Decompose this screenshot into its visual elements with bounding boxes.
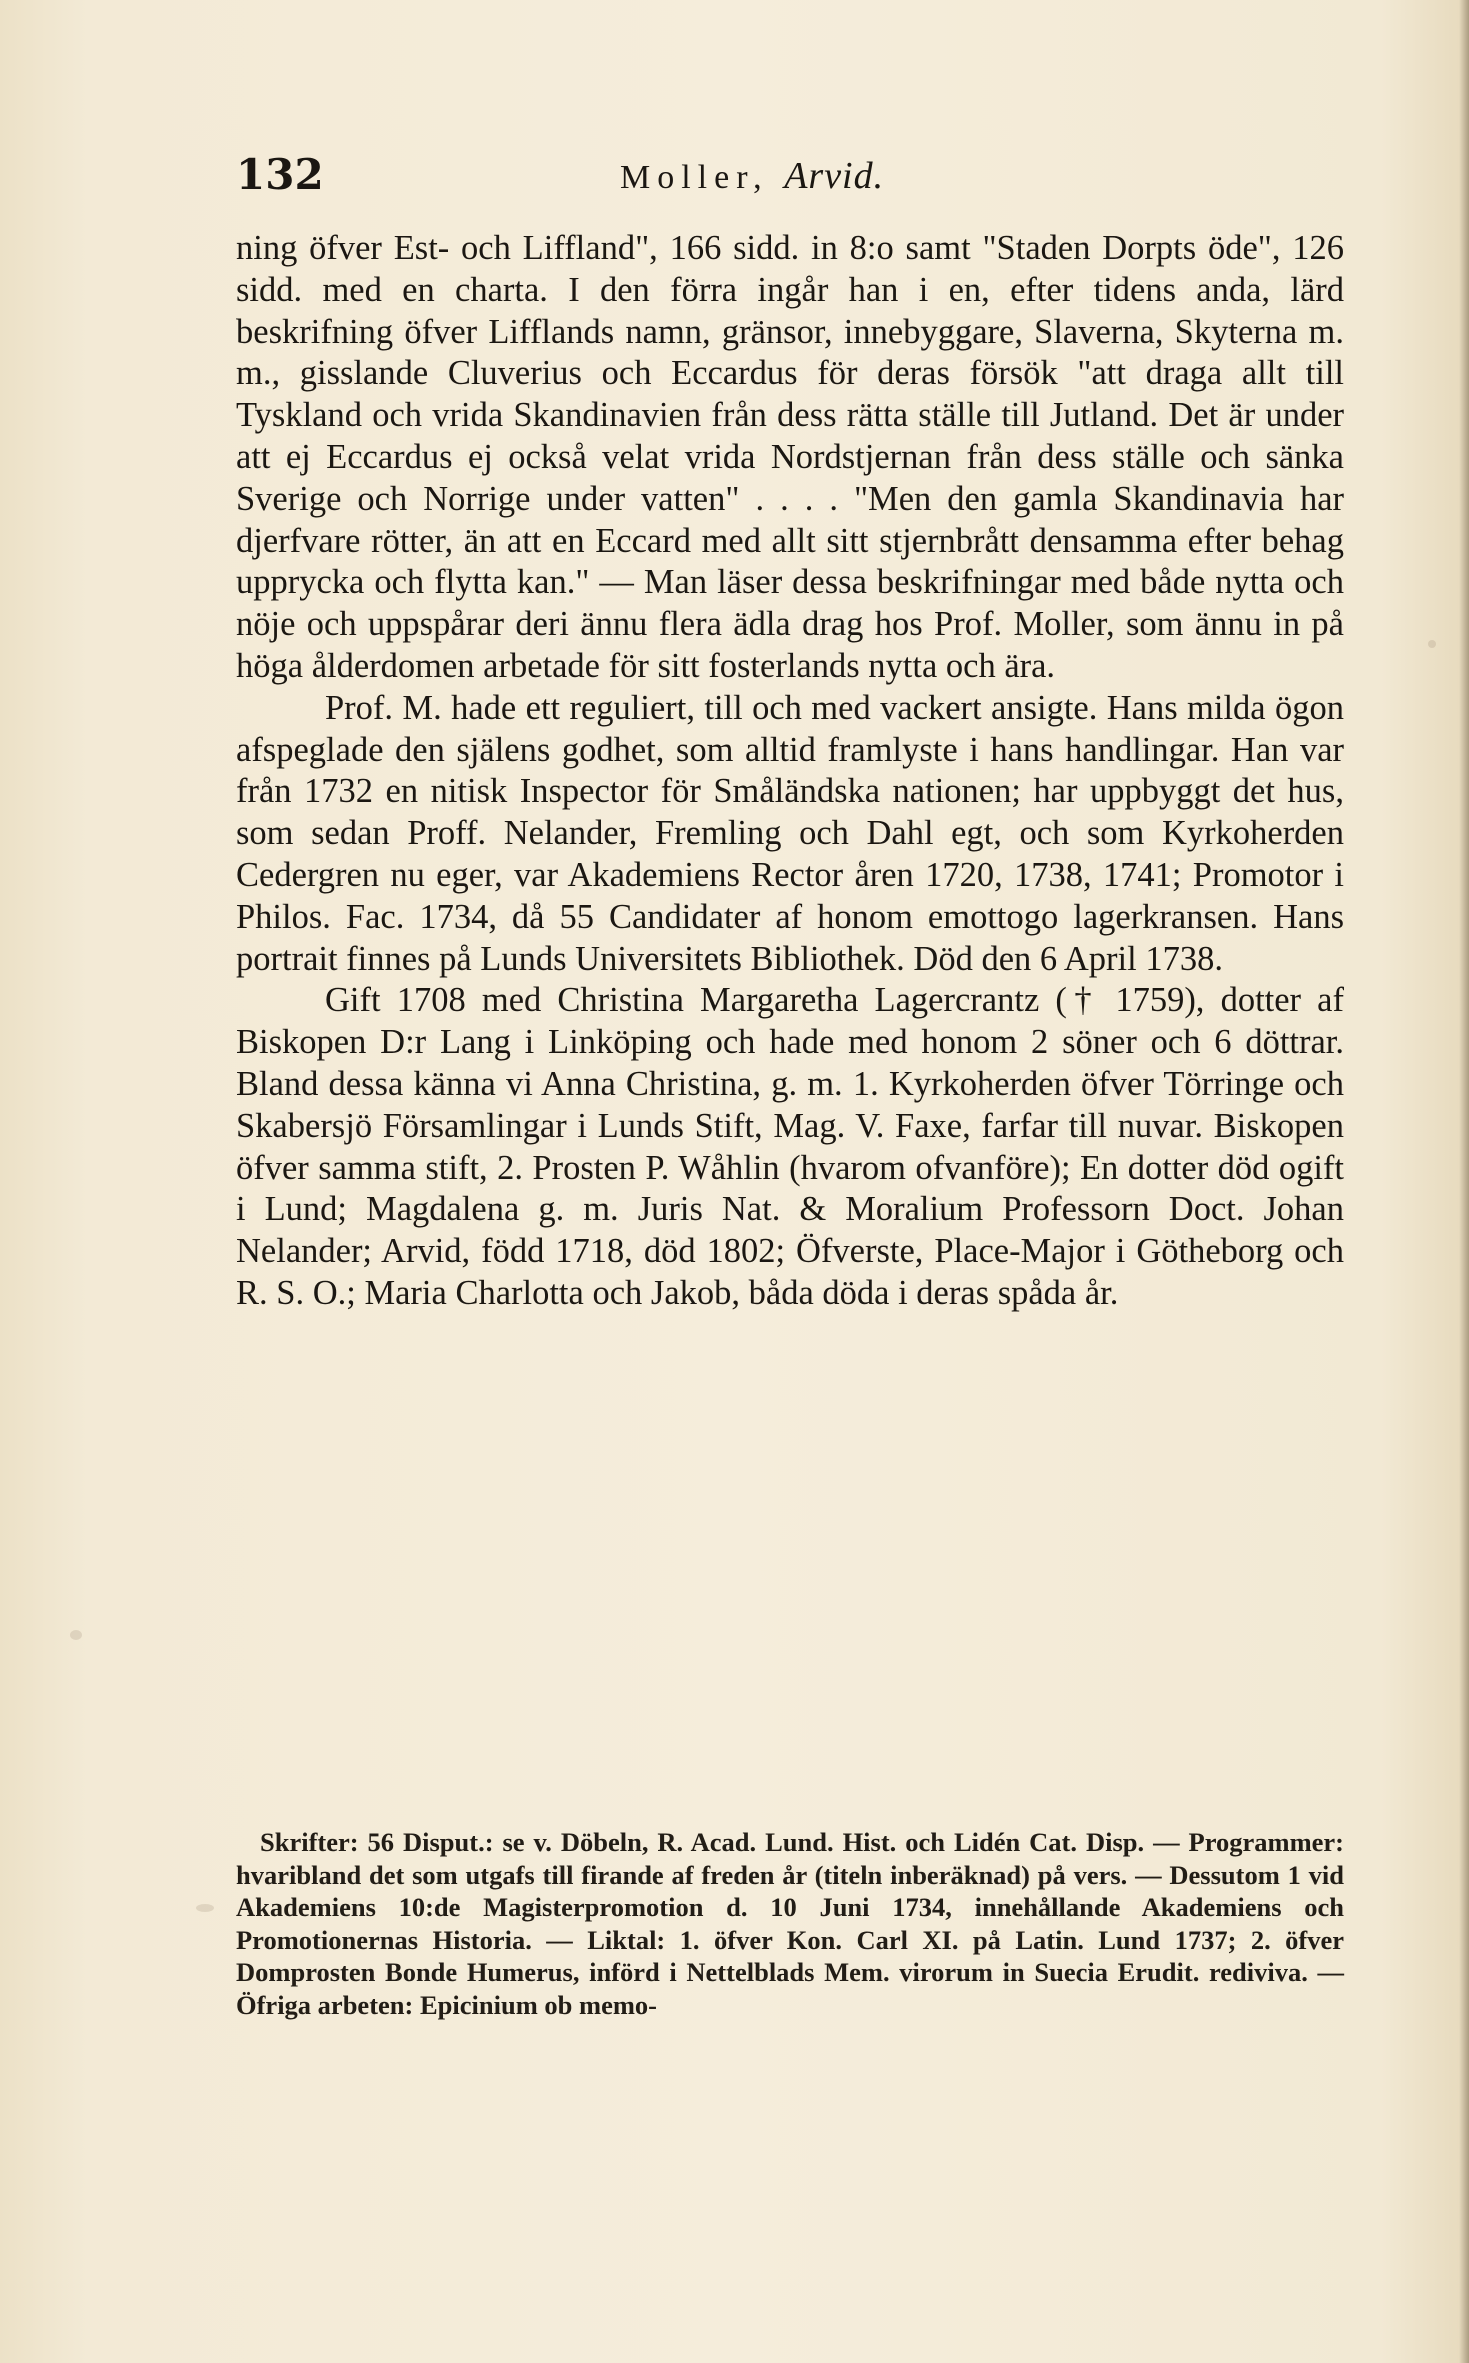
- running-head-surname: Moller,: [620, 159, 769, 196]
- running-head-forename: Arvid.: [784, 155, 885, 197]
- paragraph-1: ning öfver Est- och Liffland", 166 sidd. in 8:o samt "Staden Dorpts öde", 126 sidd. med en charta. I den förra ingår han i en, efter tidens anda, lärd beskrifning öfver Lifflands namn, gränsor, innebyggare, Slaverna, Skyterna m. m., gisslande Cluverius och Eccardus för deras försök "att draga allt till Tyskland och vrida Skandinavien från dess rätta ställe till Jutland. Det är under att ej Eccardus ej också velat vrida Nordstjernan från dess ställe och sänka Sverige och Norrige under vatten" . . . . "Men den gamla Skandinavia har djerfvare rötter, än att en Eccard med allt sitt stjernbrått densamma efter behag upprycka och flytta kan." — Man läser dessa beskrifningar med både nytta och nöje och uppspårar deri ännu flera ädla drag hos Prof. Moller, som ännu in på höga ålderdomen arbetade för sitt fosterlands nytta och ära.: [236, 229, 1344, 685]
- paragraph-3: Gift 1708 med Christina Margaretha Lagercrantz († 1759), dotter af Biskopen D:r Lang i Linköping och hade med honom 2 söner och 6 döttrar. Bland dessa känna vi Anna Christina, g. m. 1. Kyrkoherden öfver Törringe och Skabersjö Församlingar i Lunds Stift, Mag. V. Faxe, farfar till nuvar. Biskopen öfver samma stift, 2. Prosten P. Wåhlin (hvarom ofvanföre); En dotter död ogift i Lund; Magdalena g. m. Juris Nat. & Moralium Professorn Doct. Johan Nelander; Arvid, född 1718, död 1802; Öfverste, Place-Major i Götheborg och R. S. O.; Maria Charlotta och Jakob, båda döda i deras spåda år.: [236, 981, 1344, 1312]
- paper-spot: [1428, 640, 1436, 648]
- paper-spot: [196, 1904, 214, 1912]
- footnote-text: Skrifter: 56 Disput.: se v. Döbeln, R. Acad. Lund. Hist. och Lidén Cat. Disp. — Programmer: hvaribland det som utgafs till firande af freden år (titeln inberäknad) på vers. — Dessutom 1 vid Akademiens 10:de Magisterpromotion d. 10 Juni 1734, innehållande Akademiens och Promotionernas Historia. — Liktal: 1. öfver Kon. Carl XI. på Latin. Lund 1737; 2. öfver Domprosten Bonde Humerus, införd i Nettelblads Mem. virorum in Suecia Erudit. rediviva. — Öfriga arbeten: Epicinium ob memo-: [236, 1827, 1344, 2020]
- paragraph-2: Prof. M. hade ett reguliert, till och med vackert ansigte. Hans milda ögon afspeglade den själens godhet, som alltid framlyste i hans handlingar. Han var från 1732 en nitisk Inspector för Småländska nationen; har uppbyggt det hus, som sedan Proff. Nelander, Fremling och Dahl egt, och som Kyrkoherden Cedergren nu eger, var Akademiens Rector åren 1720, 1738, 1741; Promotor i Philos. Fac. 1734, då 55 Candidater af honom emottogo lagerkransen. Hans portrait finnes på Lunds Universitets Bibliothek. Död den 6 April 1738.: [236, 688, 1344, 978]
- footnote-writings: [236, 1826, 1344, 2022]
- body-text: [236, 228, 1344, 1315]
- paper-spot: [70, 1630, 82, 1640]
- page-edge-shadow: [1459, 0, 1469, 2363]
- page-header: [236, 150, 1344, 210]
- page-number: 132: [236, 150, 324, 199]
- running-head: [620, 154, 884, 198]
